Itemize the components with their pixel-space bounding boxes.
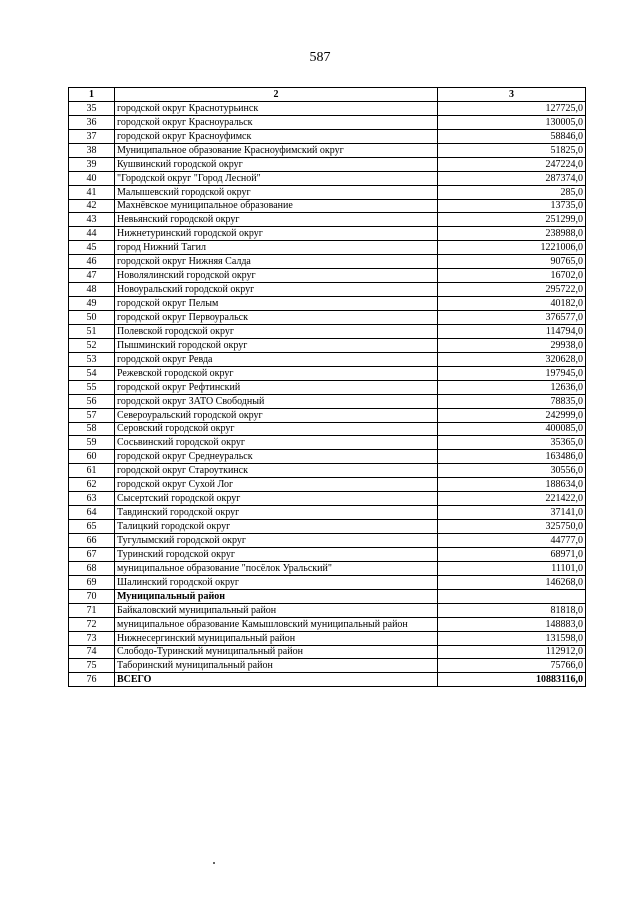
row-name: Туринский городской округ [115, 547, 438, 561]
row-name: Невьянский городской округ [115, 213, 438, 227]
row-number: 50 [69, 311, 115, 325]
row-name: Муниципальное образование Красноуфимский округ [115, 143, 438, 157]
table-row [69, 659, 586, 673]
row-number: 39 [69, 157, 115, 171]
row-value: 130005,0 [438, 115, 586, 129]
row-name: Байкаловский муниципальный район [115, 603, 438, 617]
row-name: Муниципальный район [115, 589, 438, 603]
row-number: 43 [69, 213, 115, 227]
row-number: 74 [69, 645, 115, 659]
table-row [69, 311, 586, 325]
row-name: городской округ Первоуральск [115, 311, 438, 325]
header-col-2: 2 [115, 88, 438, 102]
table-row [69, 408, 586, 422]
row-number: 58 [69, 422, 115, 436]
row-value: 78835,0 [438, 394, 586, 408]
table-row [69, 101, 586, 115]
row-value: 16702,0 [438, 269, 586, 283]
row-name: городской округ Краснотурьинск [115, 101, 438, 115]
budget-table [68, 87, 586, 687]
row-number: 48 [69, 283, 115, 297]
row-number: 63 [69, 492, 115, 506]
table-row [69, 506, 586, 520]
table-row [69, 269, 586, 283]
row-value: 90765,0 [438, 255, 586, 269]
row-name: Полевской городской округ [115, 324, 438, 338]
row-name: Нижнесергинский муниципальный район [115, 631, 438, 645]
table-row [69, 589, 586, 603]
table-row [69, 283, 586, 297]
row-value: 11101,0 [438, 561, 586, 575]
row-value: 148883,0 [438, 617, 586, 631]
table-row [69, 213, 586, 227]
table-row [69, 520, 586, 534]
row-number: 38 [69, 143, 115, 157]
table-row [69, 352, 586, 366]
row-name: "Городской округ "Город Лесной" [115, 171, 438, 185]
row-value: 325750,0 [438, 520, 586, 534]
row-name: городской округ Ревда [115, 352, 438, 366]
table-row [69, 129, 586, 143]
row-value: 295722,0 [438, 283, 586, 297]
row-name: Тавдинский городской округ [115, 506, 438, 520]
row-value: 197945,0 [438, 366, 586, 380]
table-row [69, 617, 586, 631]
row-name: Пышминский городской округ [115, 338, 438, 352]
row-name: городской округ ЗАТО Свободный [115, 394, 438, 408]
row-number: 54 [69, 366, 115, 380]
row-number: 73 [69, 631, 115, 645]
row-number: 72 [69, 617, 115, 631]
row-number: 46 [69, 255, 115, 269]
row-value: 10883116,0 [438, 673, 586, 687]
table-row [69, 645, 586, 659]
table-row [69, 492, 586, 506]
row-value: 30556,0 [438, 464, 586, 478]
table-row [69, 241, 586, 255]
row-value: 287374,0 [438, 171, 586, 185]
row-name: муниципальное образование Камышловский муниципальный район [115, 617, 438, 631]
row-name: городской округ Рефтинский [115, 380, 438, 394]
row-number: 66 [69, 534, 115, 548]
row-value: 242999,0 [438, 408, 586, 422]
row-value: 68971,0 [438, 547, 586, 561]
row-number: 65 [69, 520, 115, 534]
row-number: 57 [69, 408, 115, 422]
row-number: 37 [69, 129, 115, 143]
row-value: 247224,0 [438, 157, 586, 171]
table-row [69, 157, 586, 171]
row-number: 70 [69, 589, 115, 603]
row-name: Малышевский городской округ [115, 185, 438, 199]
row-number: 44 [69, 227, 115, 241]
row-value: 163486,0 [438, 450, 586, 464]
row-number: 52 [69, 338, 115, 352]
row-name: городской округ Пелым [115, 297, 438, 311]
row-value: 75766,0 [438, 659, 586, 673]
row-name: Махнёвское муниципальное образование [115, 199, 438, 213]
row-number: 36 [69, 115, 115, 129]
table-row [69, 547, 586, 561]
row-number: 45 [69, 241, 115, 255]
header-col-3: 3 [438, 88, 586, 102]
table-row [69, 255, 586, 269]
row-name: город Нижний Тагил [115, 241, 438, 255]
row-number: 61 [69, 464, 115, 478]
row-value: 188634,0 [438, 478, 586, 492]
table-row [69, 450, 586, 464]
row-number: 55 [69, 380, 115, 394]
table-row [69, 478, 586, 492]
row-name: Талицкий городской округ [115, 520, 438, 534]
row-value: 1221006,0 [438, 241, 586, 255]
row-number: 51 [69, 324, 115, 338]
row-name: Таборинский муниципальный район [115, 659, 438, 673]
header-col-1: 1 [69, 88, 115, 102]
row-name: городской округ Сухой Лог [115, 478, 438, 492]
table-row [69, 185, 586, 199]
table-row [69, 436, 586, 450]
row-value: 221422,0 [438, 492, 586, 506]
row-name: Нижнетуринский городской округ [115, 227, 438, 241]
row-number: 49 [69, 297, 115, 311]
row-number: 62 [69, 478, 115, 492]
row-number: 47 [69, 269, 115, 283]
row-value: 29938,0 [438, 338, 586, 352]
row-name: Шалинский городской округ [115, 575, 438, 589]
row-value: 251299,0 [438, 213, 586, 227]
row-number: 76 [69, 673, 115, 687]
table-row [69, 394, 586, 408]
table-row [69, 297, 586, 311]
row-name: Сысертский городской округ [115, 492, 438, 506]
row-value: 12636,0 [438, 380, 586, 394]
row-name: Новолялинский городской округ [115, 269, 438, 283]
table-row [69, 115, 586, 129]
row-number: 40 [69, 171, 115, 185]
row-name: Серовский городской округ [115, 422, 438, 436]
row-value: 114794,0 [438, 324, 586, 338]
row-number: 53 [69, 352, 115, 366]
table-row [69, 534, 586, 548]
row-number: 41 [69, 185, 115, 199]
table-row [69, 338, 586, 352]
row-value: 131598,0 [438, 631, 586, 645]
row-name: городской округ Староуткинск [115, 464, 438, 478]
row-number: 71 [69, 603, 115, 617]
table-row [69, 199, 586, 213]
row-number: 59 [69, 436, 115, 450]
row-value: 58846,0 [438, 129, 586, 143]
table-row [69, 171, 586, 185]
row-value: 13735,0 [438, 199, 586, 213]
row-value [438, 589, 586, 603]
row-value: 35365,0 [438, 436, 586, 450]
row-name: городской округ Красноуфимск [115, 129, 438, 143]
table-row [69, 673, 586, 687]
table-row [69, 561, 586, 575]
row-name: Слободо-Туринский муниципальный район [115, 645, 438, 659]
table-row [69, 324, 586, 338]
row-name: Тугулымский городской округ [115, 534, 438, 548]
row-value: 40182,0 [438, 297, 586, 311]
row-number: 60 [69, 450, 115, 464]
row-value: 81818,0 [438, 603, 586, 617]
row-name: Североуральский городской округ [115, 408, 438, 422]
row-name: Новоуральский городской округ [115, 283, 438, 297]
row-name: городской округ Нижняя Салда [115, 255, 438, 269]
table-row [69, 380, 586, 394]
row-value: 44777,0 [438, 534, 586, 548]
row-value: 400085,0 [438, 422, 586, 436]
table-row [69, 631, 586, 645]
row-value: 51825,0 [438, 143, 586, 157]
row-value: 376577,0 [438, 311, 586, 325]
row-number: 69 [69, 575, 115, 589]
row-number: 67 [69, 547, 115, 561]
page-number: 587 [309, 50, 331, 65]
row-value: 146268,0 [438, 575, 586, 589]
row-name: Сосьвинский городской округ [115, 436, 438, 450]
row-name: городской округ Среднеуральск [115, 450, 438, 464]
row-number: 35 [69, 101, 115, 115]
row-name: Режевской городской округ [115, 366, 438, 380]
row-number: 75 [69, 659, 115, 673]
scan-speck [213, 862, 215, 864]
table-row [69, 575, 586, 589]
row-value: 320628,0 [438, 352, 586, 366]
row-name: муниципальное образование "посёлок Уральский" [115, 561, 438, 575]
row-value: 127725,0 [438, 101, 586, 115]
table-row [69, 464, 586, 478]
row-number: 68 [69, 561, 115, 575]
row-value: 285,0 [438, 185, 586, 199]
row-name: Кушвинский городской округ [115, 157, 438, 171]
row-value: 238988,0 [438, 227, 586, 241]
row-number: 64 [69, 506, 115, 520]
row-name: городской округ Красноуральск [115, 115, 438, 129]
table-row [69, 422, 586, 436]
row-number: 56 [69, 394, 115, 408]
row-name: ВСЕГО [115, 673, 438, 687]
table-row [69, 366, 586, 380]
row-number: 42 [69, 199, 115, 213]
row-value: 112912,0 [438, 645, 586, 659]
table-header-row [69, 88, 586, 102]
table-row [69, 143, 586, 157]
row-value: 37141,0 [438, 506, 586, 520]
table-row [69, 227, 586, 241]
table-row [69, 603, 586, 617]
